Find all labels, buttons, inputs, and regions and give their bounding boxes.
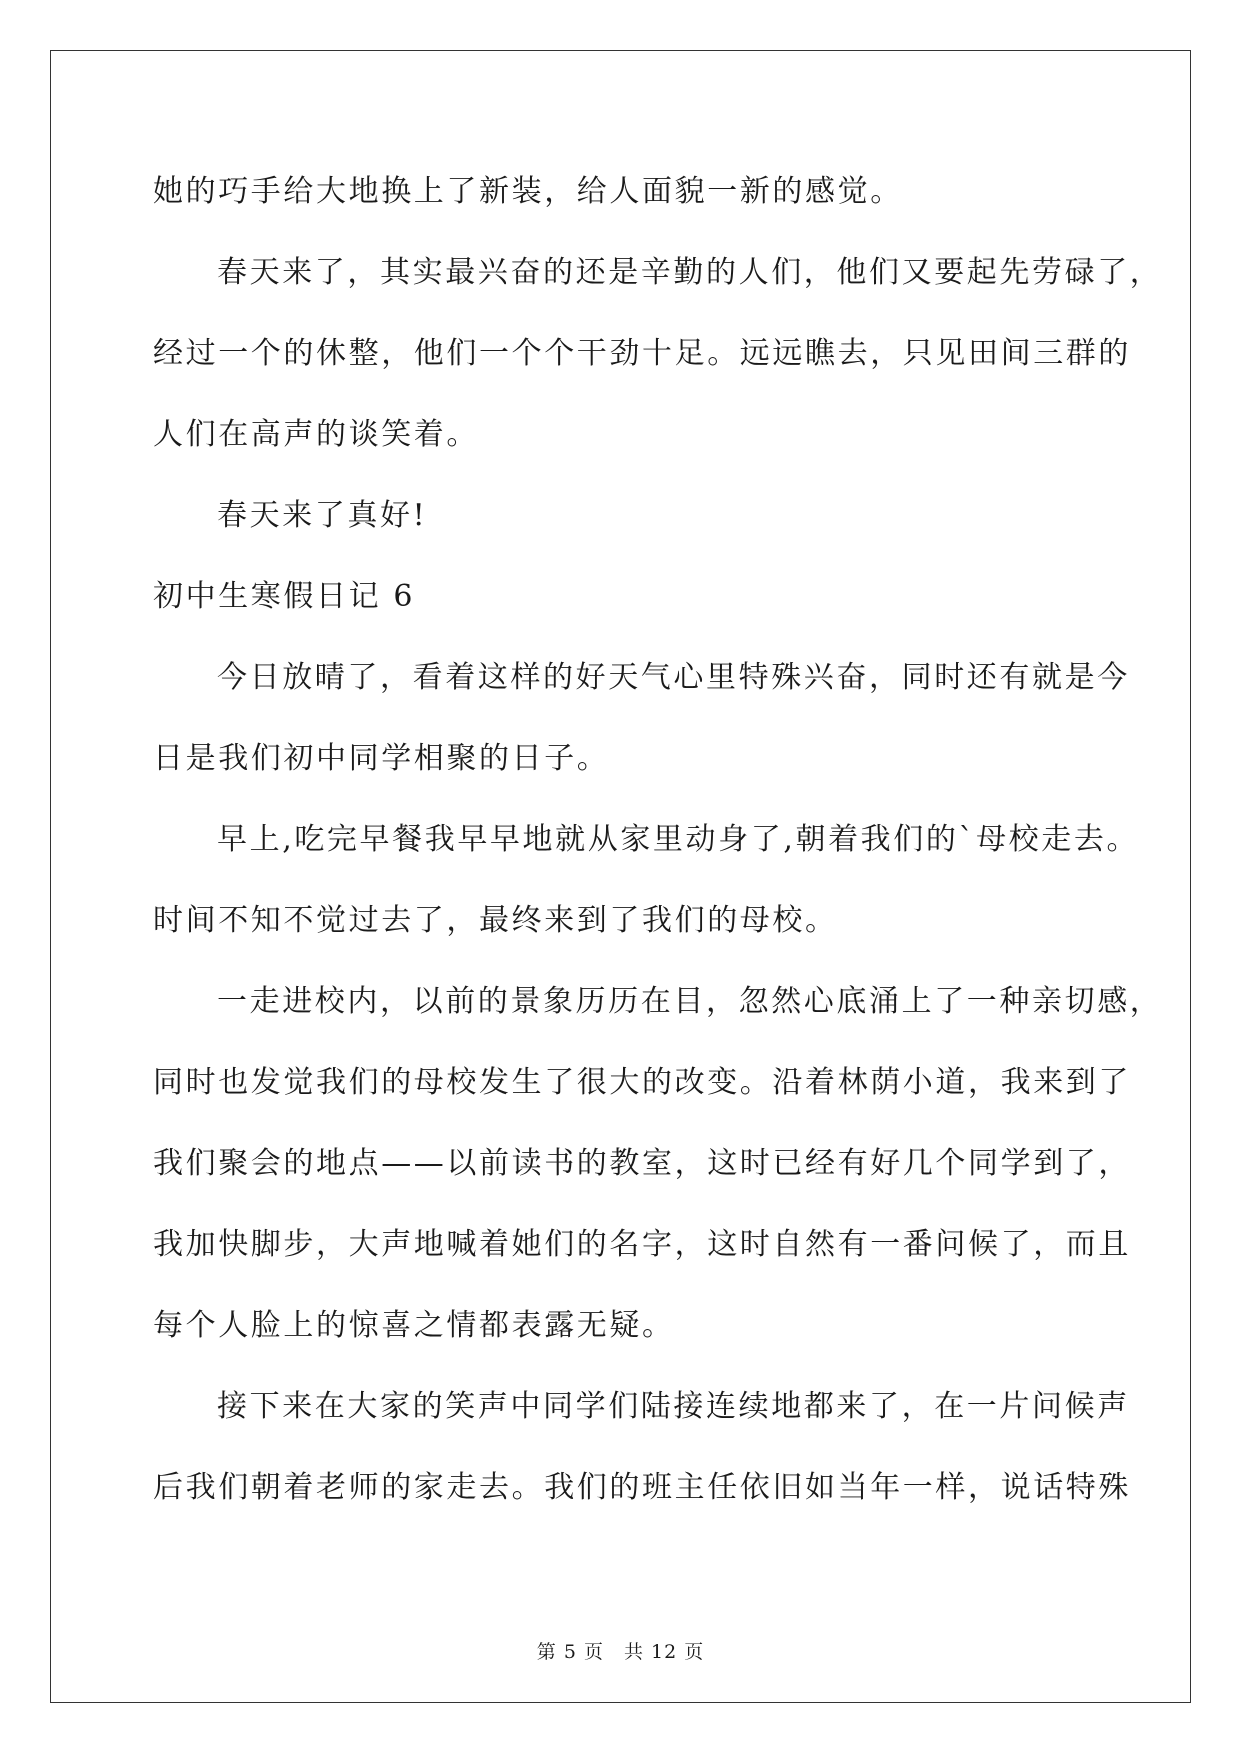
text-line: 春天来了，其实最兴奋的还是辛勤的人们，他们又要起先劳碌了， <box>217 255 1163 290</box>
text-line: 时间不知不觉过去了，最终来到了我们的母校。 <box>153 903 838 938</box>
section-heading: 初中生寒假日记 6 <box>153 579 416 614</box>
total-page-count: 共 12 页 <box>623 1641 705 1663</box>
current-page-number: 第 5 页 <box>536 1641 604 1663</box>
text-line: 接下来在大家的笑声中同学们陆接连续地都来了，在一片问候声 <box>217 1389 1130 1424</box>
text-line: 日是我们初中同学相聚的日子。 <box>153 741 610 776</box>
text-line: 我加快脚步，大声地喊着她们的名字，这时自然有一番问候了，而且 <box>153 1227 1131 1262</box>
text-line: 一走进校内，以前的景象历历在目，忽然心底涌上了一种亲切感， <box>217 984 1163 1019</box>
text-line: 每个人脸上的惊喜之情都表露无疑。 <box>153 1308 675 1343</box>
text-line: 后我们朝着老师的家走去。我们的班主任依旧如当年一样，说话特殊 <box>153 1470 1131 1505</box>
text-line: 人们在高声的谈笑着。 <box>153 417 479 452</box>
document-body <box>153 162 1163 1539</box>
text-line: 我们聚会的地点——以前读书的教室，这时已经有好几个同学到了， <box>153 1146 1131 1181</box>
text-line: 她的巧手给大地换上了新装，给人面貌一新的感觉。 <box>153 174 903 209</box>
page-footer <box>0 1637 1241 1664</box>
text-line: 经过一个的休整，他们一个个干劲十足。远远瞧去，只见田间三群的 <box>153 336 1131 371</box>
text-line: 今日放晴了，看着这样的好天气心里特殊兴奋，同时还有就是今 <box>217 660 1130 695</box>
text-line: 春天来了真好! <box>217 498 428 533</box>
text-line: 早上,吃完早餐我早早地就从家里动身了,朝着我们的`母校走去。 <box>217 822 1140 857</box>
text-line: 同时也发觉我们的母校发生了很大的改变。沿着林荫小道，我来到了 <box>153 1065 1131 1100</box>
